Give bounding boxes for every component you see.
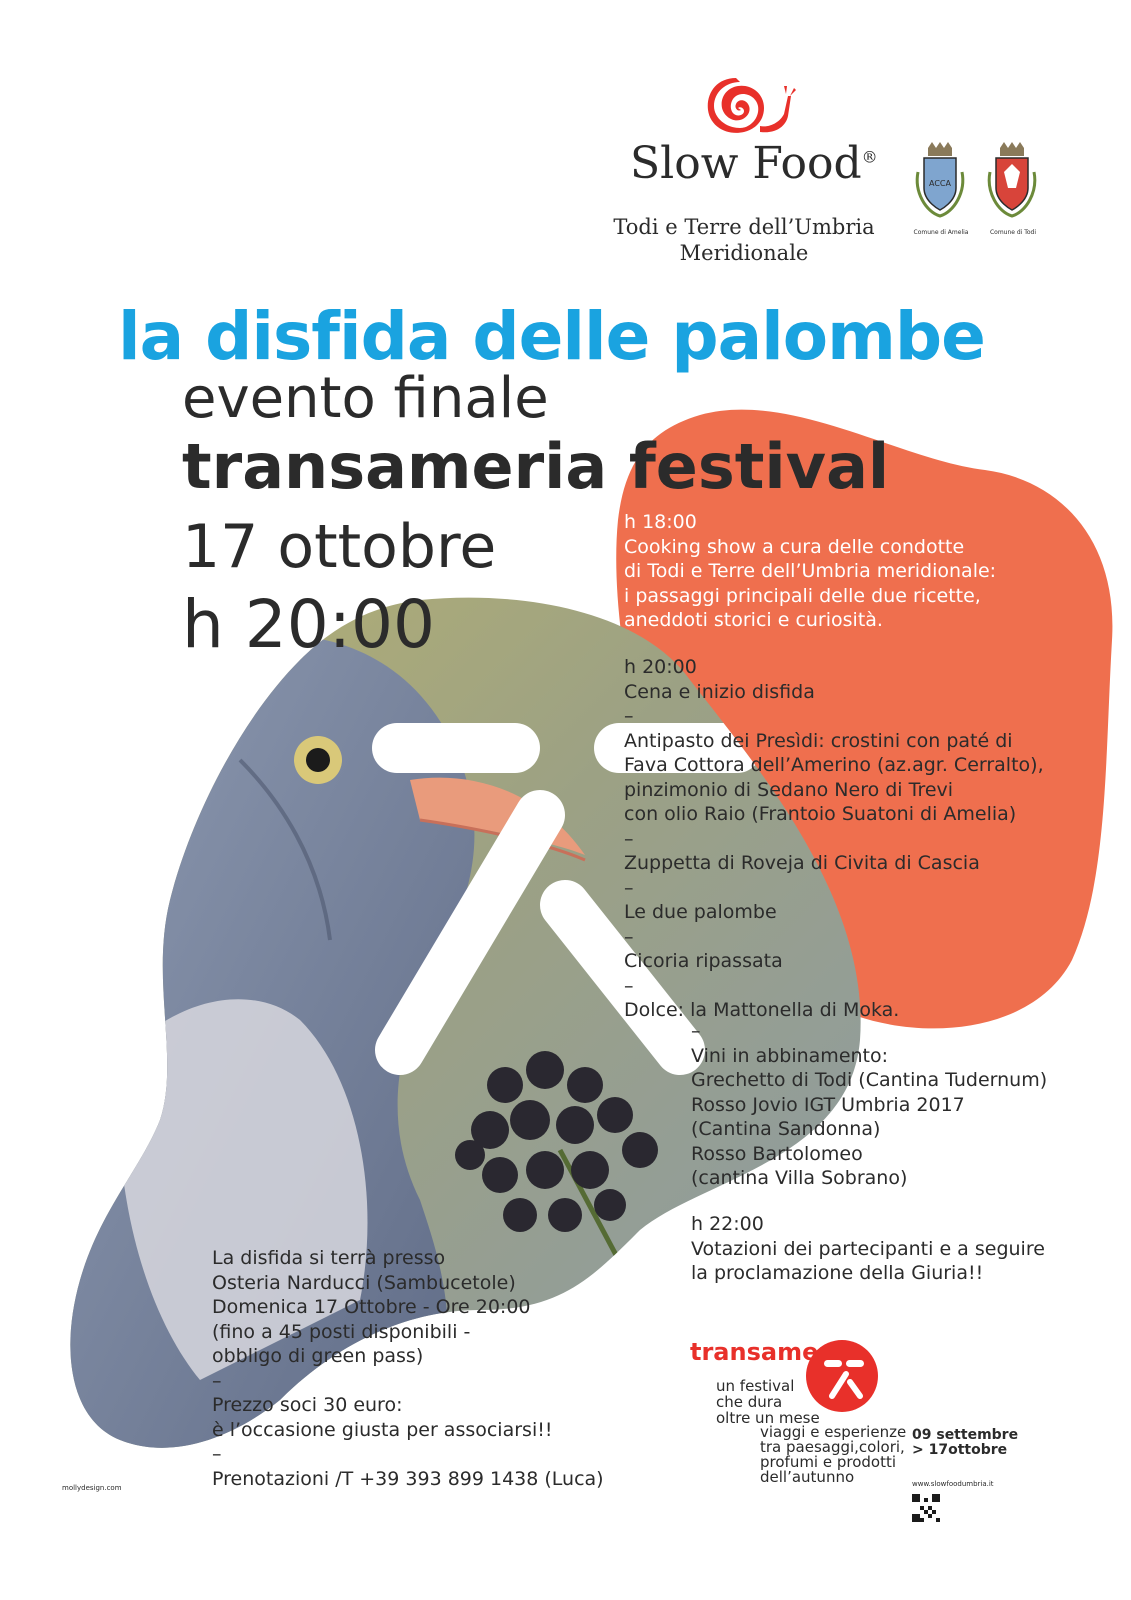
tagline-line: che dura bbox=[716, 1393, 783, 1411]
wine-list bbox=[691, 1019, 1047, 1191]
registered-mark: ® bbox=[861, 147, 878, 167]
tagline-line: oltre un mese bbox=[716, 1409, 820, 1427]
transameria-tagline bbox=[716, 1378, 820, 1426]
description-line: tra paesaggi,colori, bbox=[760, 1438, 905, 1456]
chapter-line-2: Meridionale bbox=[679, 241, 809, 265]
program-line: aneddoti storici e curiosità. bbox=[624, 609, 883, 631]
menu-item: pinzimonio di Sedano Nero di Trevi bbox=[624, 778, 954, 801]
menu-item: con olio Raio (Frantoio Suatoni di Amelia) bbox=[624, 803, 1017, 825]
wine-item: Rosso Bartolomeo bbox=[691, 1142, 863, 1165]
event-title: la disfida delle palombe bbox=[118, 298, 985, 375]
menu-item: Fava Cottora dell’Amerino (az.agr. Cerralto), bbox=[624, 754, 1044, 776]
venue-line: obbligo di green pass) bbox=[212, 1345, 424, 1367]
festival-start-date: 09 settembre bbox=[912, 1427, 1019, 1443]
program-final bbox=[691, 1212, 1045, 1286]
venue-line: Domenica 17 Ottobre - Ore 20:00 bbox=[212, 1296, 531, 1318]
venue-line: La disfida si terrà presso bbox=[212, 1247, 446, 1269]
wine-title: Vini in abbinamento: bbox=[691, 1044, 889, 1067]
event-date: 17 ottobre bbox=[182, 512, 497, 582]
wine-item: Grechetto di Todi (Cantina Tudernum) bbox=[691, 1069, 1048, 1091]
separator: – bbox=[624, 705, 634, 727]
program-line: la proclamazione della Giuria!! bbox=[691, 1262, 984, 1284]
description-line: profumi e prodotti bbox=[760, 1453, 897, 1471]
program-line: i passaggi principali delle due ricette, bbox=[624, 584, 981, 607]
event-subtitle: evento finale bbox=[182, 366, 549, 431]
transameria-logo-text: transameria bbox=[690, 1338, 855, 1366]
amelia-crest-label: Comune di Amelia bbox=[913, 229, 969, 236]
festival-end-date: > 17ottobre bbox=[912, 1442, 1008, 1458]
slow-food-snail-icon bbox=[700, 74, 800, 140]
program-time-2: h 20:00 bbox=[624, 656, 697, 678]
menu-item: Dolce: la Mattonella di Moka. bbox=[624, 999, 900, 1021]
separator: – bbox=[624, 925, 634, 948]
todi-crest-label: Comune di Todi bbox=[989, 229, 1037, 236]
festival-name: transameria festival bbox=[182, 430, 890, 503]
svg-text:ACCA: ACCA bbox=[929, 179, 951, 188]
separator: – bbox=[212, 1443, 222, 1465]
separator: – bbox=[624, 974, 634, 997]
design-credit: mollydesign.com bbox=[62, 1484, 122, 1492]
menu-item: Cicoria ripassata bbox=[624, 950, 783, 972]
price-line: è l’occasione giusta per associarsi!! bbox=[212, 1418, 553, 1441]
venue-line: Osteria Narducci (Sambucetole) bbox=[212, 1271, 516, 1294]
price-line: Prezzo soci 30 euro: bbox=[212, 1394, 403, 1416]
separator: – bbox=[624, 827, 634, 850]
event-time: h 20:00 bbox=[182, 586, 436, 663]
venue-line: (fino a 45 posti disponibili - bbox=[212, 1320, 471, 1343]
wine-item: (Cantina Sandonna) bbox=[691, 1118, 881, 1140]
chapter-line-1: Todi e Terre dell’Umbria bbox=[613, 215, 875, 239]
brand-name bbox=[630, 138, 878, 189]
todi-crest-icon bbox=[984, 142, 1040, 226]
wine-item: Rosso Jovio IGT Umbria 2017 bbox=[691, 1093, 965, 1116]
menu-item: Antipasto dei Presìdi: crostini con paté di bbox=[624, 729, 1013, 752]
amelia-crest-icon bbox=[912, 142, 968, 226]
menu-item: Le due palombe bbox=[624, 901, 777, 923]
program-line: Cooking show a cura delle condotte bbox=[624, 535, 965, 558]
wine-item: (cantina Villa Sobrano) bbox=[691, 1167, 908, 1189]
program-menu bbox=[624, 655, 1044, 1023]
program-line: Votazioni dei partecipanti e a seguire bbox=[691, 1237, 1045, 1260]
booking-phone[interactable]: Prenotazioni /T +39 393 899 1438 (Luca) bbox=[212, 1467, 604, 1490]
program-time-3: h 22:00 bbox=[691, 1213, 764, 1235]
description-line: dell’autunno bbox=[760, 1468, 855, 1486]
festival-dates bbox=[912, 1428, 1018, 1458]
venue-info bbox=[212, 1246, 604, 1491]
tagline-line: un festival bbox=[716, 1377, 795, 1395]
program-line: Cena e inizio disfida bbox=[624, 680, 815, 703]
separator: – bbox=[212, 1369, 222, 1392]
description-line: viaggi e esperienze bbox=[760, 1423, 907, 1441]
separator: – bbox=[624, 876, 634, 899]
menu-item: Zuppetta di Roveja di Civita di Cascia bbox=[624, 852, 980, 874]
website-link[interactable]: www.slowfoodumbria.it bbox=[912, 1480, 994, 1488]
transameria-description bbox=[760, 1425, 906, 1485]
program-line: di Todi e Terre dell’Umbria meridionale: bbox=[624, 560, 997, 582]
separator: – bbox=[691, 1020, 701, 1042]
qr-code-icon[interactable] bbox=[912, 1494, 940, 1522]
chapter-name bbox=[606, 214, 882, 266]
program-top bbox=[624, 510, 996, 633]
program-time-1: h 18:00 bbox=[624, 511, 697, 533]
brand-name-text: Slow Food bbox=[630, 138, 862, 189]
